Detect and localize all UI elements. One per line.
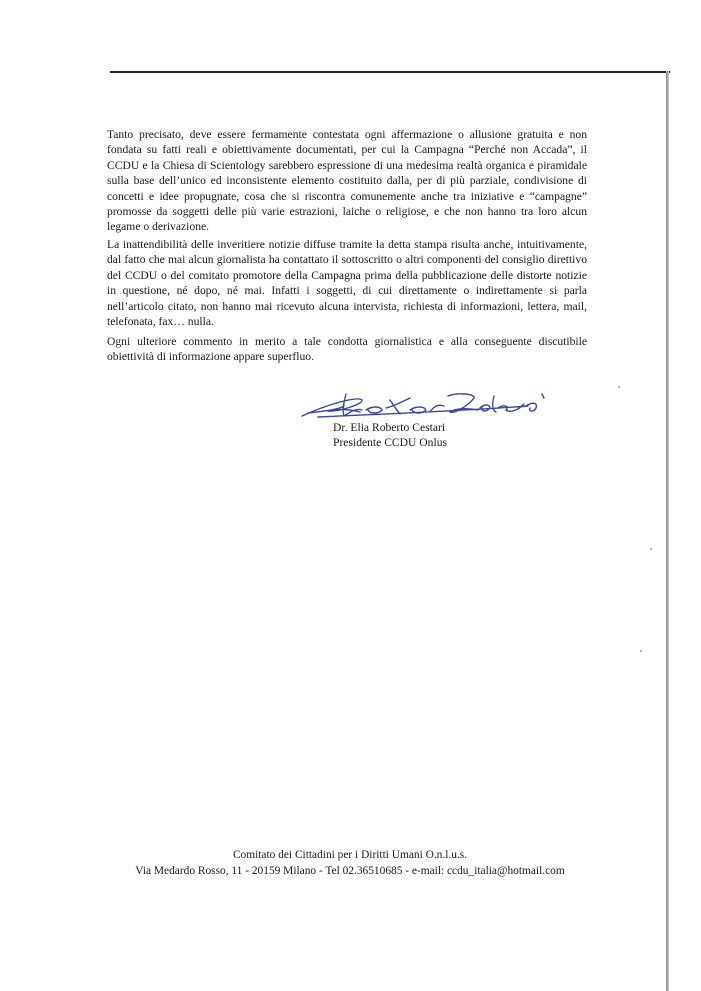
- footer-organization: Comitato dei Cittadini per i Diritti Umani O.n.l.u.s.: [232, 849, 468, 861]
- signature-block: [333, 420, 447, 450]
- signatory-title: Presidente CCDU Onlus: [333, 436, 448, 449]
- paragraph-3: Ogni ulteriore commento in merito a tale condotta giornalistica e alla conseguente discutibile obiettività di informazione appare superfluo.: [107, 335, 587, 364]
- scan-edge-right: [666, 71, 669, 991]
- scan-speck: [618, 386, 620, 388]
- scan-speck: [650, 548, 652, 550]
- paragraph-2: La inattendibilità delle inveritiere notizie diffuse tramite la detta stampa risulta anche, intuitivamente, dal fatto che mai alcun giornalista ha contattato il sottoscritto o altri componenti del consiglio direttivo del CCDU o del comitato promotore della Campagna prima della pubblicazione delle distorte notizie in questione, né dopo, né mai. Infatti i soggetti, di cui direttamente o indirettamente si parla nell’articolo citato, non hanno mai ricevuto alcuna intervista, richiesta di informazioni, lettera, mail, telefonata, fax… nulla.: [107, 238, 587, 329]
- footer-address: Via Medardo Rosso, 11 - 20159 Milano - Tel 02.36510685 - e-mail: ccdu_italia@hotmail.com: [135, 865, 565, 877]
- paragraph-1: Tanto precisato, deve essere fermamente contestata ogni affermazione o allusione gratuita e non fondata su fatti reali e obiettivamente documentati, per cui la Campagna “Perché non Accada”, il CCDU e la Chiesa di Scientology sarebbero espressione di una medesima realtà organica e piramidale sulla base dell’unico ed inconsistente elemento costituito dalla, per di più parziale, condivisione di concetti e idee propugnate, cosa che si riscontra comunemente anche tra iniziative e “campagne” promosse da soggetti delle più varie estrazioni, laiche o religiose, e che non hanno tra loro alcun legame o derivazione.: [107, 128, 587, 234]
- handwritten-signature: [298, 386, 554, 422]
- scan-edge-top: [110, 71, 670, 73]
- scan-speck: [640, 650, 642, 652]
- signatory-name: Dr. Elia Roberto Cestari: [333, 421, 446, 434]
